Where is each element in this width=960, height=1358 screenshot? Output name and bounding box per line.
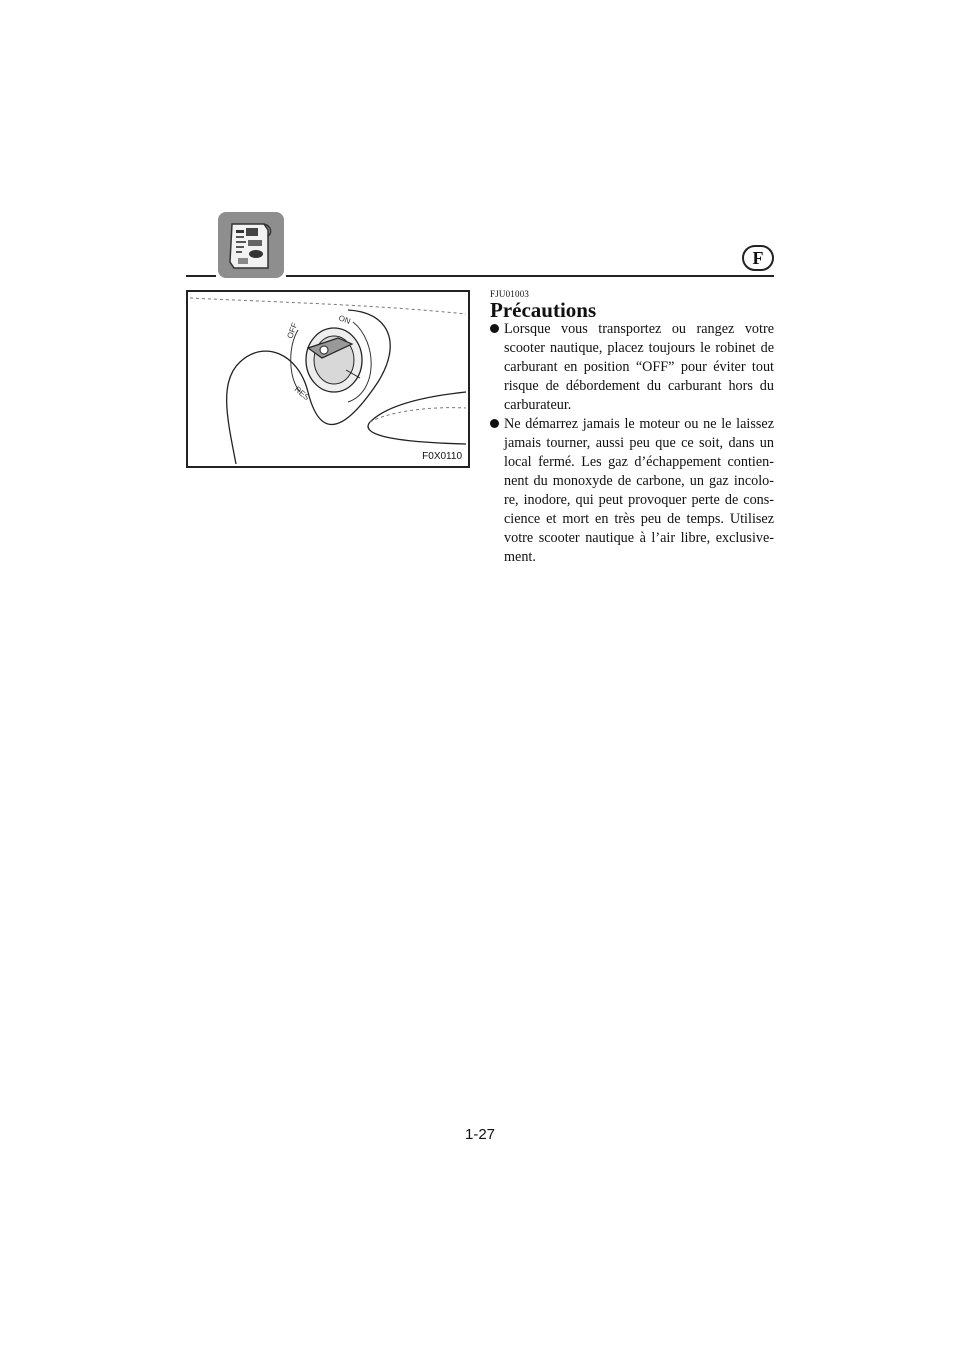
precautions-list	[490, 320, 774, 567]
header-rule-left	[186, 275, 216, 277]
bullet-text: Ne démarrez jamais le moteur ou ne le laissez jamais tourner, aussi peu que ce soit, dans un local fermé. Les gaz d’échappement contien-nent du monoxyde de carbone, un gaz incolo-re, inodore, qui peut provoquer perte de cons-cience et mort en très peu de temps. Utilisez votre scooter nautique à l’air libre, exclusive-ment.	[504, 416, 774, 565]
section-code: FJU01003	[490, 289, 530, 299]
fuel-cock-illustration	[186, 290, 470, 468]
header-rule-right	[286, 275, 774, 277]
bullet-icon	[490, 419, 499, 428]
bullet-text: Lorsque vous transportez ou rangez votre scooter nautique, placez toujours le robinet de carburant en position “OFF” pour éviter tout risque de débordement du carburant hors du carburateur.	[504, 321, 774, 413]
section-title: Précautions	[490, 298, 597, 322]
dial-label-res: RES	[292, 384, 312, 403]
manual-book-icon	[218, 212, 284, 278]
figure-code: F0X0110	[422, 451, 462, 462]
dial-label-on: ON	[337, 313, 352, 326]
page-number: 1-27	[464, 1126, 496, 1143]
list-item	[490, 415, 774, 567]
bullet-icon	[490, 324, 499, 333]
language-badge: F	[742, 245, 774, 271]
list-item	[490, 320, 774, 415]
dial-label-off: OFF	[285, 321, 300, 340]
